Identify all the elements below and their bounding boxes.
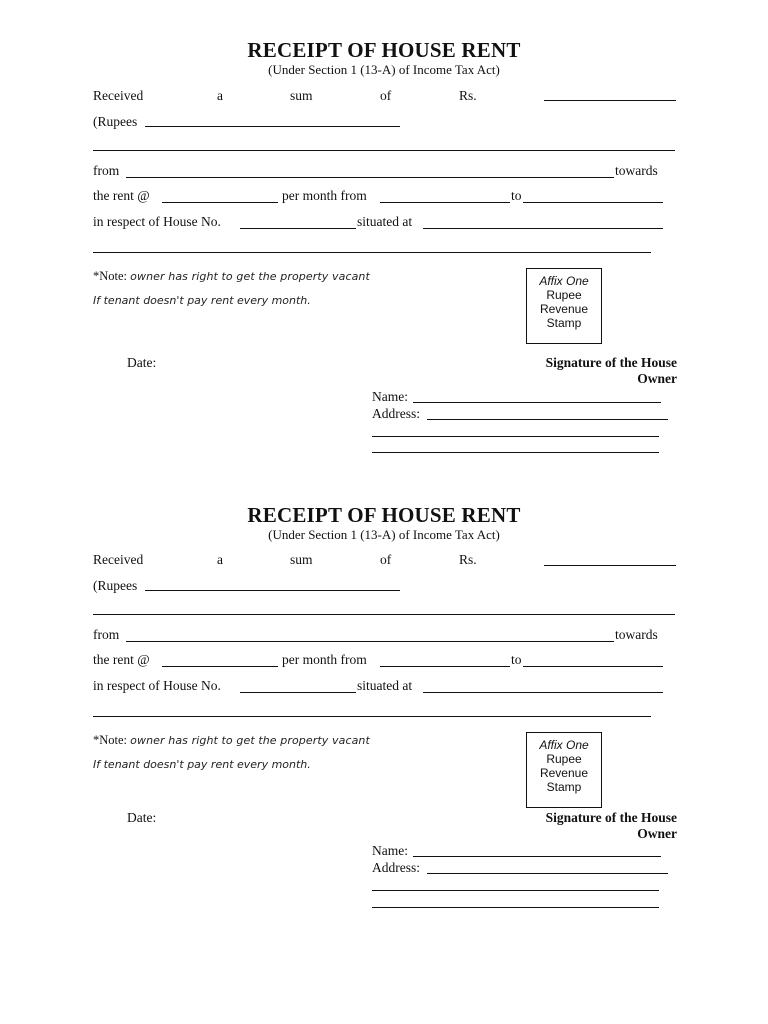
rs-label: Rs.: [459, 552, 477, 567]
signature-line-1: Signature of the House: [545, 810, 677, 825]
rupees-label: (Rupees: [93, 578, 138, 593]
rupees-words-field[interactable]: [145, 126, 400, 127]
signature-line-2: Owner: [637, 826, 677, 841]
owner-address-line-3[interactable]: [372, 452, 659, 453]
stamp-line-2: Rupee: [546, 752, 582, 766]
house-no-label: in respect of House No.: [93, 214, 221, 229]
house-no-label: in respect of House No.: [93, 678, 221, 693]
house-no-field[interactable]: [240, 228, 356, 229]
of-label: of: [380, 552, 392, 567]
received-label: Received: [93, 552, 144, 567]
receipt-title: RECEIPT OF HOUSE RENT: [247, 38, 521, 62]
note-text-1: owner has right to get the property vacant: [130, 734, 370, 747]
of-label: of: [380, 88, 392, 103]
rent-label: the rent @: [93, 652, 150, 667]
from-label: from: [93, 627, 120, 642]
to-label: to: [511, 188, 522, 203]
receipt-title: RECEIPT OF HOUSE RENT: [247, 503, 521, 527]
address-label: Address:: [372, 406, 420, 421]
towards-label: towards: [615, 163, 658, 178]
owner-address-line-2[interactable]: [372, 436, 659, 437]
owner-name-field[interactable]: [413, 402, 661, 403]
rent-amount-field[interactable]: [162, 666, 278, 667]
note-prefix: *Note:: [93, 733, 128, 747]
owner-address-line-3[interactable]: [372, 907, 659, 908]
date-label: Date:: [127, 810, 157, 825]
rupees-words-continued-field[interactable]: [93, 150, 675, 151]
situated-label: situated at: [357, 214, 413, 229]
received-label: Received: [93, 88, 144, 103]
signature-label: [546, 810, 677, 842]
situated-label: situated at: [357, 678, 413, 693]
date-label: Date:: [127, 355, 157, 370]
owner-name-field[interactable]: [413, 856, 661, 857]
stamp-line-1: Affix One: [539, 274, 589, 288]
name-label: Name:: [372, 843, 408, 858]
sum-label: sum: [290, 88, 313, 103]
receipt-form-2: [0, 465, 768, 925]
rent-amount-field[interactable]: [162, 202, 278, 203]
to-label: to: [511, 652, 522, 667]
amount-field[interactable]: [544, 100, 676, 101]
owner-address-line-2[interactable]: [372, 890, 659, 891]
note-prefix: *Note:: [93, 269, 128, 283]
sum-label: sum: [290, 552, 313, 567]
a-label: a: [217, 88, 223, 103]
rupees-words-continued-field[interactable]: [93, 614, 675, 615]
address-label: Address:: [372, 860, 420, 875]
per-month-label: per month from: [282, 652, 367, 667]
stamp-line-4: Stamp: [546, 780, 582, 794]
address-situated-field[interactable]: [423, 228, 663, 229]
note-text-2: If tenant doesn't pay rent every month.: [93, 294, 311, 307]
tenant-name-field[interactable]: [126, 641, 614, 642]
address-continued-field[interactable]: [93, 252, 651, 253]
stamp-line-1: Affix One: [539, 738, 589, 752]
revenue-stamp-box: [526, 732, 602, 808]
tenant-name-field[interactable]: [126, 177, 614, 178]
stamp-line-3: Revenue: [539, 302, 589, 316]
towards-label: towards: [615, 627, 658, 642]
address-situated-field[interactable]: [423, 692, 663, 693]
period-to-field[interactable]: [523, 666, 663, 667]
per-month-label: per month from: [282, 188, 367, 203]
period-to-field[interactable]: [523, 202, 663, 203]
receipt-subtitle: (Under Section 1 (13-A) of Income Tax Act): [268, 527, 500, 542]
house-no-field[interactable]: [240, 692, 356, 693]
rupees-label: (Rupees: [93, 114, 138, 129]
note-text-2: If tenant doesn't pay rent every month.: [93, 758, 311, 771]
owner-address-field[interactable]: [427, 419, 668, 420]
stamp-line-3: Revenue: [539, 766, 589, 780]
rs-label: Rs.: [459, 88, 477, 103]
a-label: a: [217, 552, 223, 567]
note-text-1: owner has right to get the property vacant: [130, 270, 370, 283]
receipt-subtitle: (Under Section 1 (13-A) of Income Tax Act): [268, 62, 500, 77]
owner-address-field[interactable]: [427, 873, 668, 874]
note-line-1: [93, 733, 370, 748]
period-from-field[interactable]: [380, 666, 510, 667]
from-label: from: [93, 163, 120, 178]
address-continued-field[interactable]: [93, 716, 651, 717]
period-from-field[interactable]: [380, 202, 510, 203]
stamp-line-4: Stamp: [546, 316, 582, 330]
receipt-form-1: [0, 0, 768, 460]
signature-line-2: Owner: [637, 371, 677, 386]
signature-label: [546, 355, 677, 387]
name-label: Name:: [372, 389, 408, 404]
revenue-stamp-box: [526, 268, 602, 344]
rupees-words-field[interactable]: [145, 590, 400, 591]
signature-line-1: Signature of the House: [545, 355, 677, 370]
amount-field[interactable]: [544, 565, 676, 566]
rent-label: the rent @: [93, 188, 150, 203]
note-line-1: [93, 269, 370, 284]
stamp-line-2: Rupee: [546, 288, 582, 302]
